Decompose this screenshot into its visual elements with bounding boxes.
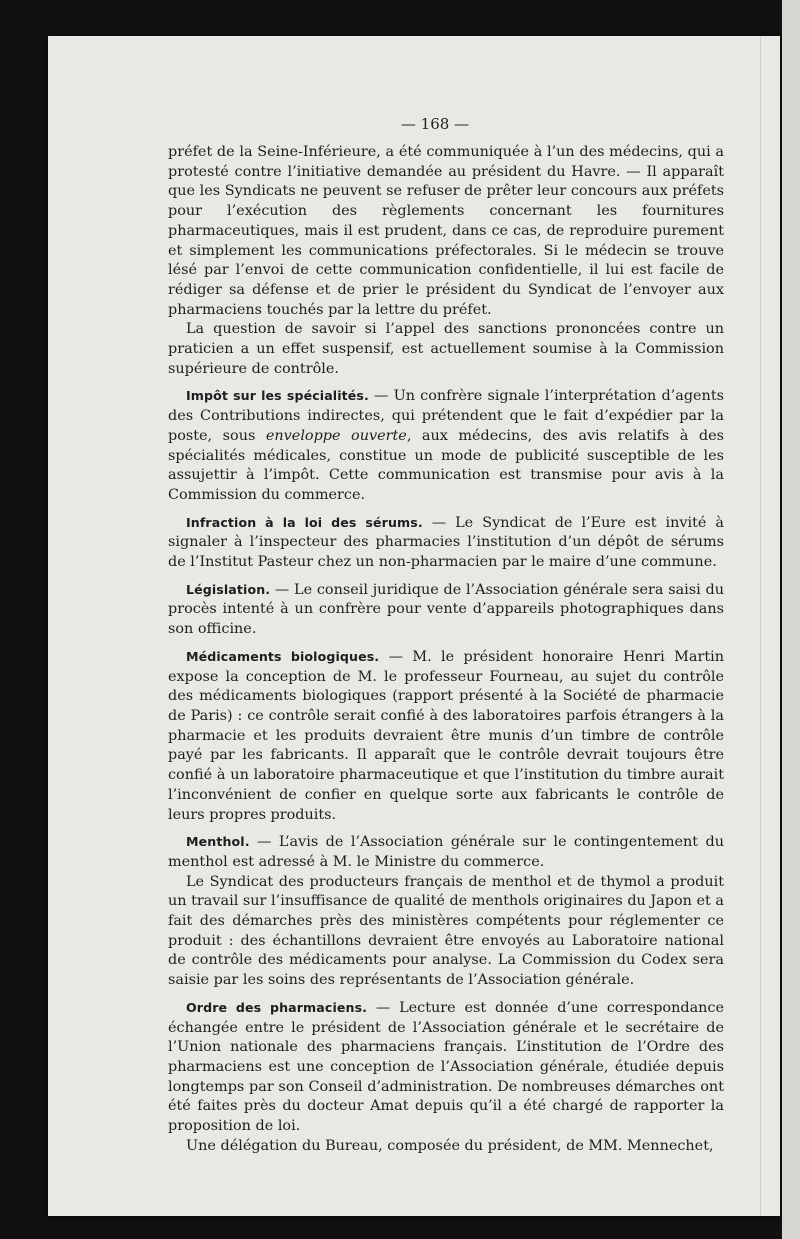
section-menthol — [168, 832, 724, 872]
section-medicaments-biologiques — [168, 647, 724, 825]
section-text: — M. le président honoraire Henri Martin expose la conception de M. le professeur Fourneau, au sujet du contrôle des médicaments biologiques (rapport présenté à la Société de pharmacie de Paris) : ce contrôle serait confié à des laboratoires parfois étrangers à la pharmacie et les produits devraient être munis d’un timbre de contrôle payé par les fabricants. Il apparaît que le contrôle devrait toujours être confié à un laboratoire pharmaceutique et que l’institution du timbre aurait l’inconvénient de confier en quelque sorte aux fabricants le contrôle de leurs propres produits. — [168, 648, 724, 823]
paragraph-producteurs-menthol: Le Syndicat des producteurs français de menthol et de thymol a produit un travail sur l’insuffisance de qualité de menthols originaires du Japon et a fait des démarches près des ministères compétents pour réglementer ce produit : des échantillons devraient être envoyés au Laboratoire national de contrôle des médicaments pour analyse. La Commission du Codex sera saisie par les soins des représentants de l’Association générale. — [168, 873, 724, 989]
section-impot-specialites — [168, 386, 724, 505]
paragraph-sanctions: La question de savoir si l’appel des sanctions prononcées contre un praticien a un effet suspensif, est actuellement soumise à la Commission supérieure de contrôle. — [168, 321, 724, 377]
section-heading: Législation. — [186, 581, 271, 597]
section-ordre-pharmaciens — [168, 998, 724, 1137]
body-text — [168, 143, 724, 1156]
section-text: — Un confrère signale l’interprétation d’agents des Contributions indirectes, qui prétendent que le fait d’expédier par la poste, sous — [168, 388, 724, 444]
section-heading: Impôt sur les spécialités. — [186, 388, 369, 404]
section-heading: Médicaments biologiques. — [186, 648, 380, 664]
next-page-edge — [782, 0, 800, 1239]
paragraph-prefet: préfet de la Seine-Inférieure, a été communiquée à l’un des médecins, qui a protesté contre l’initiative demandée au président du Havre. — Il apparaît que les Syndicats ne peuvent se refuser de prêter leur concours aux préfets pour l’exécution des règlements concernant les fournitures pharmaceutiques, mais il est prudent, dans ce cas, de reproduire purement et simplement les communications préfectorales. Si le médecin se trouve lésé par l’envoi de cette communication confidentielle, il lui est facile de rédiger sa défense et de prier le président du Syndicat de l’envoyer aux pharmaciens touchés par la lettre du préfet. — [168, 144, 724, 318]
section-heading: Ordre des pharmaciens. — [186, 999, 368, 1015]
section-text: — Le conseil juridique de l’Association générale sera saisi du procès intenté à un confrère pour vente d’appareils photographiques dans son officine. — [168, 581, 724, 638]
section-emphasis: enveloppe ouverte — [265, 427, 407, 444]
section-heading: Menthol. — [186, 834, 250, 850]
section-text: — Le Syndicat de l’Eure est invité à signaler à l’inspecteur des pharmacies l’institution d’un dépôt de sérums de l’Institut Pasteur chez un non-pharmacien par le maire d’une commune. — [168, 514, 724, 571]
section-heading: Infraction à la loi des sérums. — [186, 514, 423, 530]
section-infraction-serums — [168, 513, 724, 573]
section-text: — L’avis de l’Association générale sur le contingentement du menthol est adressé à M. le Ministre du commerce. — [168, 834, 724, 870]
section-legislation — [168, 580, 724, 640]
page-fold-line — [760, 36, 761, 1216]
section-text: — Lecture est donnée d’une correspondance échangée entre le président de l’Association générale et le secrétaire de l’Union nationale des pharmaciens français. L’institution de l’Ordre des pharmaciens est une conception de l’Association générale, étudiée depuis longtemps par son Conseil d’administration. De nombreuses démarches ont été faites près du docteur Amat depuis qu’il a été chargé de rapporter la proposition de loi. — [168, 999, 725, 1135]
section-text-end: , aux médecins, des avis relatifs à des spécialités médicales, constitue un mode de publicité susceptible de les assujettir à l’impôt. Cette communication est transmise pour avis à la Commission du commerce. — [168, 427, 724, 503]
page-number: — 168 — — [400, 115, 470, 133]
paragraph-delegation: Une délégation du Bureau, composée du président, de MM. Mennechet, — [186, 1137, 714, 1154]
